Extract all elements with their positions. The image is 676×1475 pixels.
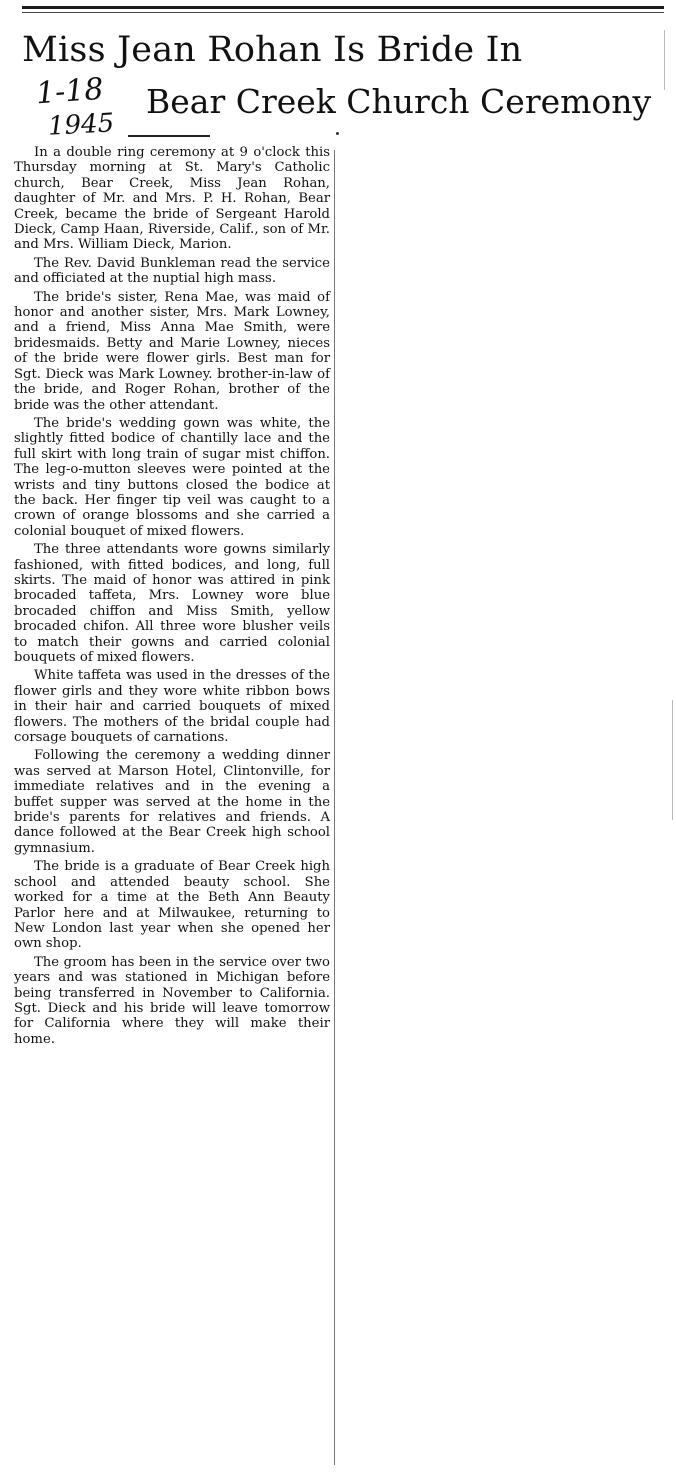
top-rule-thin: [22, 12, 664, 13]
article-paragraph: The Rev. David Bunkleman read the service and officiated at the nuptial high mass.: [14, 255, 330, 287]
article-paragraph: Following the ceremony a wedding dinner was served at Marson Hotel, Clintonville, for immediate relatives and in the evening a buffet supper was served at the home in the bride's parents for relatives and friends. A dance followed at the Bear Creek high school gymnasium.: [14, 748, 330, 856]
column-rule: [334, 150, 335, 1465]
article-body: [14, 145, 330, 1050]
headline-line-1: Miss Jean Rohan Is Bride In: [22, 30, 523, 70]
margin-mark: [672, 700, 673, 820]
handwritten-year: 1945: [47, 108, 115, 142]
article-paragraph: The three attendants wore gowns similarly fashioned, with fitted bodices, and long, full skirts. The maid of honor was attired in pink brocaded taffeta, Mrs. Lowney wore blue brocaded chiffon and Miss Smith, yellow brocaded chifon. All three wore blusher veils to match their gowns and carried colonial bouquets of mixed flowers.: [14, 542, 330, 665]
article-paragraph: White taffeta was used in the dresses of the flower girls and they wore white ribbon bows in their hair and carried bouquets of mixed flowers. The mothers of the bridal couple had corsage bouquets of carnations.: [14, 668, 330, 746]
handwritten-underline: [128, 135, 210, 137]
article-paragraph: The groom has been in the service over two years and was stationed in Michigan before being transferred in November to California. Sgt. Dieck and his bride will leave tomorrow for California where they will make their home.: [14, 954, 330, 1047]
article-paragraph: The bride is a graduate of Bear Creek high school and attended beauty school. She worked for a time at the Beth Ann Beauty Parlor here and at Milwaukee, returning to New London last year when she opened her own shop.: [14, 859, 330, 952]
handwritten-date: 1-18: [34, 71, 105, 112]
margin-mark: [664, 30, 665, 90]
ink-speck: [336, 132, 339, 135]
headline-line-2: Bear Creek Church Ceremony: [146, 82, 652, 121]
top-rule: [22, 6, 664, 9]
article-paragraph: The bride's sister, Rena Mae, was maid of honor and another sister, Mrs. Mark Lowney, and a friend, Miss Anna Mae Smith, were bridesmaids. Betty and Marie Lowney, nieces of the bride were flower girls. Best man for Sgt. Dieck was Mark Lowney. brother-in-law of the bride, and Roger Rohan, brother of the bride was the other attendant.: [14, 289, 330, 413]
article-paragraph: In a double ring ceremony at 9 o'clock this Thursday morning at St. Mary's Catholic church, Bear Creek, Miss Jean Rohan, daughter of Mr. and Mrs. P. H. Rohan, Bear Creek, became the bride of Sergeant Harold Dieck, Camp Haan, Riverside, Calif., son of Mr. and Mrs. William Dieck, Marion.: [14, 145, 330, 253]
article-paragraph: The bride's wedding gown was white, the slightly fitted bodice of chantilly lace and the full skirt with long train of sugar mist chiffon. The leg-o-mutton sleeves were pointed at the wrists and tiny buttons closed the bodice at the back. Her finger tip veil was caught to a crown of orange blossoms and she carried a colonial bouquet of mixed flowers.: [14, 415, 330, 539]
